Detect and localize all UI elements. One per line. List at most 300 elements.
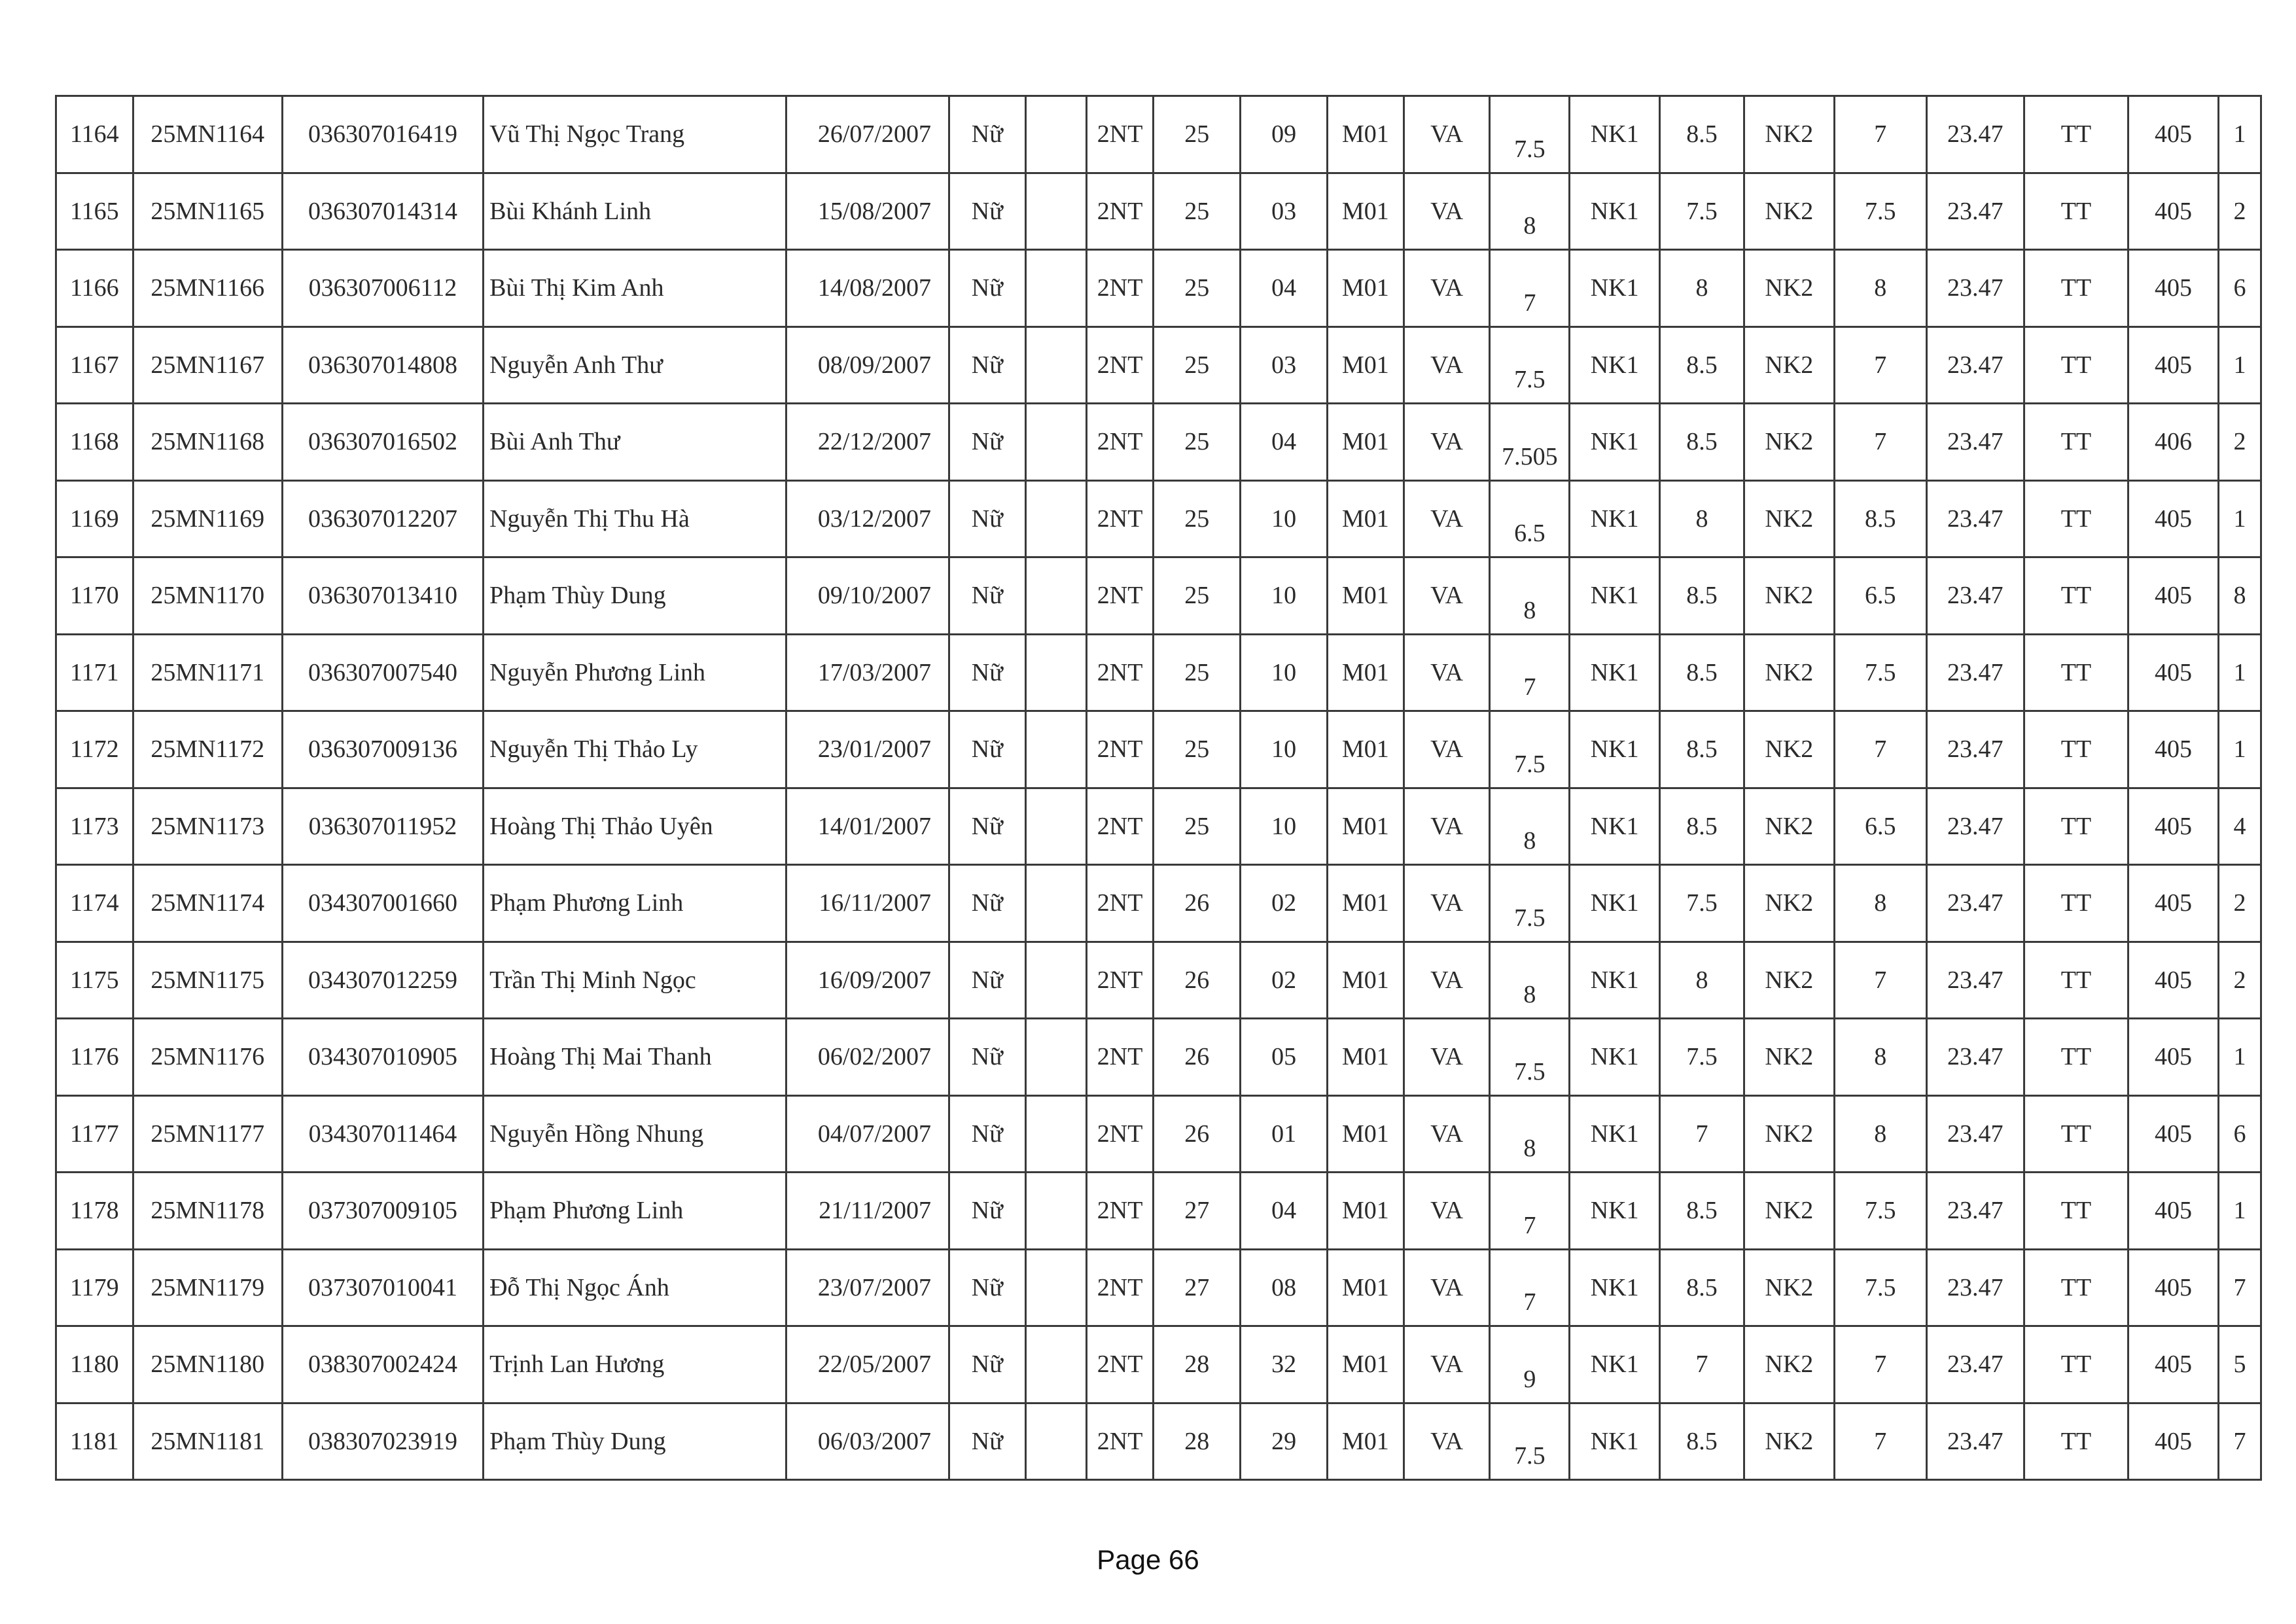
table-row [56,1403,2261,1480]
full-name-cell: Bùi Thị Kim Anh [484,250,786,327]
nk2-label-cell: NK2 [1744,250,1834,327]
subject-code-cell: VA [1404,404,1490,481]
id-number-cell: 036307014808 [282,327,483,404]
priority-area-cell: 2NT [1086,327,1153,404]
id-number-cell: 034307011464 [282,1095,483,1173]
total-score-cell: 23.47 [1926,1326,2024,1403]
index-cell: 1175 [56,942,133,1019]
index-cell: 1180 [56,1326,133,1403]
index-cell: 1181 [56,1403,133,1480]
nk2-score-cell: 7.5 [1834,173,1926,250]
major-code-cell: 405 [2128,865,2219,942]
status-cell: TT [2024,250,2128,327]
combo-code-cell: M01 [1328,788,1404,865]
nk1-label-cell: NK1 [1570,1019,1660,1096]
gender-cell: Nữ [949,250,1026,327]
gender-cell: Nữ [949,404,1026,481]
nk1-label-cell: NK1 [1570,1249,1660,1326]
subject-score-cell: 7.505 [1490,404,1570,481]
full-name-cell: Phạm Thùy Dung [484,1403,786,1480]
major-code-cell: 405 [2128,1019,2219,1096]
status-cell: TT [2024,96,2128,173]
major-code-cell: 405 [2128,634,2219,711]
combo-code-cell: M01 [1328,711,1404,788]
birth-date-cell: 08/09/2007 [786,327,949,404]
major-code-cell: 405 [2128,173,2219,250]
id-number-cell: 034307012259 [282,942,483,1019]
total-score-cell: 23.47 [1926,1403,2024,1480]
blank-cell [1025,634,1086,711]
choice-order-cell: 1 [2218,634,2261,711]
id-number-cell: 036307007540 [282,634,483,711]
priority-area-cell: 2NT [1086,96,1153,173]
full-name-cell: Nguyễn Anh Thư [484,327,786,404]
nk2-score-cell: 7 [1834,404,1926,481]
candidate-code-cell: 25MN1168 [133,404,282,481]
choice-order-cell: 2 [2218,942,2261,1019]
subject-code-cell: VA [1404,865,1490,942]
choice-order-cell: 1 [2218,711,2261,788]
subject-score-cell: 7 [1490,1249,1570,1326]
major-code-cell: 405 [2128,96,2219,173]
birth-date-cell: 16/09/2007 [786,942,949,1019]
nk1-label-cell: NK1 [1570,404,1660,481]
subject-code-cell: VA [1404,1249,1490,1326]
blank-cell [1025,250,1086,327]
school-code-cell: 04 [1241,404,1328,481]
status-cell: TT [2024,1019,2128,1096]
school-code-cell: 10 [1241,788,1328,865]
choice-order-cell: 7 [2218,1403,2261,1480]
id-number-cell: 036307013410 [282,557,483,635]
blank-cell [1025,1326,1086,1403]
major-code-cell: 405 [2128,1403,2219,1480]
id-number-cell: 036307006112 [282,250,483,327]
subject-code-cell: VA [1404,557,1490,635]
subject-code-cell: VA [1404,1403,1490,1480]
status-cell: TT [2024,634,2128,711]
candidate-code-cell: 25MN1167 [133,327,282,404]
choice-order-cell: 7 [2218,1249,2261,1326]
subject-code-cell: VA [1404,96,1490,173]
table-row [56,1249,2261,1326]
table-row [56,1326,2261,1403]
full-name-cell: Trịnh Lan Hương [484,1326,786,1403]
province-code-cell: 25 [1154,250,1241,327]
nk2-label-cell: NK2 [1744,1173,1834,1250]
id-number-cell: 037307009105 [282,1173,483,1250]
subject-code-cell: VA [1404,711,1490,788]
province-code-cell: 25 [1154,711,1241,788]
subject-code-cell: VA [1404,634,1490,711]
total-score-cell: 23.47 [1926,480,2024,557]
subject-score-cell: 8 [1490,1095,1570,1173]
major-code-cell: 405 [2128,788,2219,865]
full-name-cell: Nguyễn Thị Thảo Ly [484,711,786,788]
birth-date-cell: 26/07/2007 [786,96,949,173]
table-row [56,327,2261,404]
subject-score-cell: 8 [1490,173,1570,250]
total-score-cell: 23.47 [1926,1095,2024,1173]
full-name-cell: Nguyễn Phương Linh [484,634,786,711]
nk1-label-cell: NK1 [1570,173,1660,250]
total-score-cell: 23.47 [1926,711,2024,788]
id-number-cell: 036307009136 [282,711,483,788]
choice-order-cell: 1 [2218,327,2261,404]
birth-date-cell: 17/03/2007 [786,634,949,711]
total-score-cell: 23.47 [1926,404,2024,481]
full-name-cell: Nguyễn Thị Thu Hà [484,480,786,557]
priority-area-cell: 2NT [1086,1403,1153,1480]
nk1-score-cell: 7.5 [1660,173,1744,250]
birth-date-cell: 23/07/2007 [786,1249,949,1326]
gender-cell: Nữ [949,557,1026,635]
full-name-cell: Bùi Khánh Linh [484,173,786,250]
full-name-cell: Phạm Thùy Dung [484,557,786,635]
blank-cell [1025,557,1086,635]
priority-area-cell: 2NT [1086,404,1153,481]
province-code-cell: 27 [1154,1173,1241,1250]
subject-code-cell: VA [1404,1095,1490,1173]
priority-area-cell: 2NT [1086,480,1153,557]
priority-area-cell: 2NT [1086,865,1153,942]
candidate-code-cell: 25MN1171 [133,634,282,711]
id-number-cell: 036307016502 [282,404,483,481]
nk1-score-cell: 8.5 [1660,711,1744,788]
full-name-cell: Hoàng Thị Thảo Uyên [484,788,786,865]
priority-area-cell: 2NT [1086,1326,1153,1403]
school-code-cell: 32 [1241,1326,1328,1403]
subject-score-cell: 7.5 [1490,96,1570,173]
status-cell: TT [2024,173,2128,250]
nk2-label-cell: NK2 [1744,96,1834,173]
province-code-cell: 25 [1154,788,1241,865]
subject-code-cell: VA [1404,480,1490,557]
combo-code-cell: M01 [1328,480,1404,557]
combo-code-cell: M01 [1328,1173,1404,1250]
gender-cell: Nữ [949,96,1026,173]
blank-cell [1025,480,1086,557]
blank-cell [1025,1019,1086,1096]
province-code-cell: 25 [1154,327,1241,404]
priority-area-cell: 2NT [1086,557,1153,635]
birth-date-cell: 23/01/2007 [786,711,949,788]
total-score-cell: 23.47 [1926,1249,2024,1326]
combo-code-cell: M01 [1328,1095,1404,1173]
subject-score-cell: 7 [1490,1173,1570,1250]
id-number-cell: 036307016419 [282,96,483,173]
candidate-code-cell: 25MN1170 [133,557,282,635]
blank-cell [1025,865,1086,942]
gender-cell: Nữ [949,327,1026,404]
birth-date-cell: 22/05/2007 [786,1326,949,1403]
full-name-cell: Bùi Anh Thư [484,404,786,481]
school-code-cell: 08 [1241,1249,1328,1326]
subject-score-cell: 8 [1490,788,1570,865]
subject-score-cell: 7.5 [1490,327,1570,404]
index-cell: 1166 [56,250,133,327]
choice-order-cell: 2 [2218,173,2261,250]
major-code-cell: 405 [2128,942,2219,1019]
id-number-cell: 034307001660 [282,865,483,942]
province-code-cell: 27 [1154,1249,1241,1326]
nk1-score-cell: 7 [1660,1095,1744,1173]
id-number-cell: 036307014314 [282,173,483,250]
choice-order-cell: 6 [2218,250,2261,327]
nk2-label-cell: NK2 [1744,480,1834,557]
nk1-label-cell: NK1 [1570,711,1660,788]
nk1-score-cell: 8.5 [1660,788,1744,865]
index-cell: 1171 [56,634,133,711]
nk2-score-cell: 7.5 [1834,634,1926,711]
table-row [56,404,2261,481]
combo-code-cell: M01 [1328,96,1404,173]
candidate-code-cell: 25MN1169 [133,480,282,557]
table-row [56,788,2261,865]
gender-cell: Nữ [949,1095,1026,1173]
records-table [55,95,2262,1481]
nk2-score-cell: 7 [1834,1326,1926,1403]
status-cell: TT [2024,327,2128,404]
candidate-code-cell: 25MN1164 [133,96,282,173]
choice-order-cell: 1 [2218,480,2261,557]
choice-order-cell: 8 [2218,557,2261,635]
province-code-cell: 28 [1154,1403,1241,1480]
nk1-label-cell: NK1 [1570,1173,1660,1250]
major-code-cell: 405 [2128,711,2219,788]
nk1-label-cell: NK1 [1570,96,1660,173]
status-cell: TT [2024,480,2128,557]
subject-score-cell: 7 [1490,634,1570,711]
nk1-score-cell: 7 [1660,1326,1744,1403]
index-cell: 1164 [56,96,133,173]
blank-cell [1025,1249,1086,1326]
nk2-label-cell: NK2 [1744,1095,1834,1173]
status-cell: TT [2024,865,2128,942]
birth-date-cell: 21/11/2007 [786,1173,949,1250]
province-code-cell: 25 [1154,557,1241,635]
nk1-score-cell: 8.5 [1660,634,1744,711]
school-code-cell: 10 [1241,480,1328,557]
candidate-code-cell: 25MN1178 [133,1173,282,1250]
nk2-score-cell: 8 [1834,1095,1926,1173]
candidate-code-cell: 25MN1174 [133,865,282,942]
nk2-score-cell: 7 [1834,96,1926,173]
gender-cell: Nữ [949,865,1026,942]
index-cell: 1177 [56,1095,133,1173]
birth-date-cell: 06/02/2007 [786,1019,949,1096]
nk1-label-cell: NK1 [1570,942,1660,1019]
nk2-label-cell: NK2 [1744,327,1834,404]
combo-code-cell: M01 [1328,634,1404,711]
combo-code-cell: M01 [1328,557,1404,635]
school-code-cell: 10 [1241,557,1328,635]
page-number: Page 66 [1097,1544,1199,1575]
status-cell: TT [2024,1403,2128,1480]
subject-code-cell: VA [1404,250,1490,327]
table-row [56,480,2261,557]
school-code-cell: 09 [1241,96,1328,173]
nk1-label-cell: NK1 [1570,1326,1660,1403]
status-cell: TT [2024,711,2128,788]
subject-score-cell: 6.5 [1490,480,1570,557]
index-cell: 1167 [56,327,133,404]
candidate-code-cell: 25MN1179 [133,1249,282,1326]
nk1-score-cell: 7.5 [1660,1019,1744,1096]
table-row [56,865,2261,942]
gender-cell: Nữ [949,1403,1026,1480]
nk1-score-cell: 8.5 [1660,327,1744,404]
table-row [56,634,2261,711]
nk2-label-cell: NK2 [1744,711,1834,788]
total-score-cell: 23.47 [1926,788,2024,865]
school-code-cell: 03 [1241,173,1328,250]
nk1-score-cell: 8.5 [1660,1249,1744,1326]
subject-score-cell: 7 [1490,250,1570,327]
id-number-cell: 038307023919 [282,1403,483,1480]
id-number-cell: 037307010041 [282,1249,483,1326]
school-code-cell: 29 [1241,1403,1328,1480]
nk2-score-cell: 7 [1834,942,1926,1019]
status-cell: TT [2024,1095,2128,1173]
nk1-label-cell: NK1 [1570,788,1660,865]
priority-area-cell: 2NT [1086,634,1153,711]
subject-score-cell: 7.5 [1490,865,1570,942]
nk2-score-cell: 7 [1834,711,1926,788]
table-row [56,1019,2261,1096]
subject-score-cell: 8 [1490,557,1570,635]
school-code-cell: 02 [1241,865,1328,942]
combo-code-cell: M01 [1328,942,1404,1019]
nk2-score-cell: 8 [1834,250,1926,327]
nk2-score-cell: 7 [1834,1403,1926,1480]
province-code-cell: 26 [1154,865,1241,942]
index-cell: 1174 [56,865,133,942]
records-table-container [55,95,2262,1481]
school-code-cell: 10 [1241,634,1328,711]
province-code-cell: 28 [1154,1326,1241,1403]
subject-score-cell: 7.5 [1490,1403,1570,1480]
school-code-cell: 02 [1241,942,1328,1019]
status-cell: TT [2024,1173,2128,1250]
priority-area-cell: 2NT [1086,250,1153,327]
full-name-cell: Nguyễn Hồng Nhung [484,1095,786,1173]
choice-order-cell: 1 [2218,1173,2261,1250]
blank-cell [1025,711,1086,788]
candidate-code-cell: 25MN1177 [133,1095,282,1173]
gender-cell: Nữ [949,1173,1026,1250]
nk2-label-cell: NK2 [1744,557,1834,635]
major-code-cell: 405 [2128,1173,2219,1250]
nk2-label-cell: NK2 [1744,942,1834,1019]
total-score-cell: 23.47 [1926,1173,2024,1250]
nk1-score-cell: 8.5 [1660,96,1744,173]
total-score-cell: 23.47 [1926,634,2024,711]
gender-cell: Nữ [949,788,1026,865]
table-row [56,250,2261,327]
nk1-score-cell: 8 [1660,942,1744,1019]
choice-order-cell: 1 [2218,1019,2261,1096]
subject-score-cell: 7.5 [1490,711,1570,788]
province-code-cell: 25 [1154,634,1241,711]
blank-cell [1025,404,1086,481]
table-row [56,942,2261,1019]
nk2-label-cell: NK2 [1744,788,1834,865]
candidate-code-cell: 25MN1181 [133,1403,282,1480]
nk1-label-cell: NK1 [1570,1403,1660,1480]
id-number-cell: 034307010905 [282,1019,483,1096]
priority-area-cell: 2NT [1086,1173,1153,1250]
choice-order-cell: 2 [2218,404,2261,481]
combo-code-cell: M01 [1328,1403,1404,1480]
total-score-cell: 23.47 [1926,865,2024,942]
index-cell: 1170 [56,557,133,635]
status-cell: TT [2024,1249,2128,1326]
full-name-cell: Phạm Phương Linh [484,1173,786,1250]
table-row [56,1173,2261,1250]
candidate-code-cell: 25MN1180 [133,1326,282,1403]
gender-cell: Nữ [949,942,1026,1019]
nk2-label-cell: NK2 [1744,404,1834,481]
index-cell: 1168 [56,404,133,481]
birth-date-cell: 16/11/2007 [786,865,949,942]
index-cell: 1165 [56,173,133,250]
table-row [56,173,2261,250]
gender-cell: Nữ [949,1019,1026,1096]
nk1-label-cell: NK1 [1570,480,1660,557]
priority-area-cell: 2NT [1086,942,1153,1019]
index-cell: 1169 [56,480,133,557]
choice-order-cell: 5 [2218,1326,2261,1403]
nk2-score-cell: 7.5 [1834,1249,1926,1326]
nk2-label-cell: NK2 [1744,1019,1834,1096]
major-code-cell: 405 [2128,1095,2219,1173]
nk2-score-cell: 6.5 [1834,788,1926,865]
birth-date-cell: 22/12/2007 [786,404,949,481]
total-score-cell: 23.47 [1926,96,2024,173]
nk1-score-cell: 8.5 [1660,557,1744,635]
major-code-cell: 405 [2128,480,2219,557]
total-score-cell: 23.47 [1926,250,2024,327]
blank-cell [1025,942,1086,1019]
candidate-code-cell: 25MN1175 [133,942,282,1019]
choice-order-cell: 2 [2218,865,2261,942]
blank-cell [1025,1173,1086,1250]
nk2-score-cell: 8 [1834,1019,1926,1096]
candidate-code-cell: 25MN1176 [133,1019,282,1096]
table-row [56,711,2261,788]
nk2-score-cell: 7 [1834,327,1926,404]
school-code-cell: 05 [1241,1019,1328,1096]
index-cell: 1172 [56,711,133,788]
major-code-cell: 405 [2128,1249,2219,1326]
major-code-cell: 405 [2128,250,2219,327]
nk1-score-cell: 7.5 [1660,865,1744,942]
province-code-cell: 25 [1154,96,1241,173]
major-code-cell: 405 [2128,557,2219,635]
subject-code-cell: VA [1404,1326,1490,1403]
nk2-label-cell: NK2 [1744,1403,1834,1480]
subject-code-cell: VA [1404,173,1490,250]
gender-cell: Nữ [949,634,1026,711]
province-code-cell: 25 [1154,173,1241,250]
nk2-score-cell: 8.5 [1834,480,1926,557]
full-name-cell: Vũ Thị Ngọc Trang [484,96,786,173]
nk2-score-cell: 7.5 [1834,1173,1926,1250]
combo-code-cell: M01 [1328,1326,1404,1403]
total-score-cell: 23.47 [1926,942,2024,1019]
nk1-score-cell: 8 [1660,250,1744,327]
